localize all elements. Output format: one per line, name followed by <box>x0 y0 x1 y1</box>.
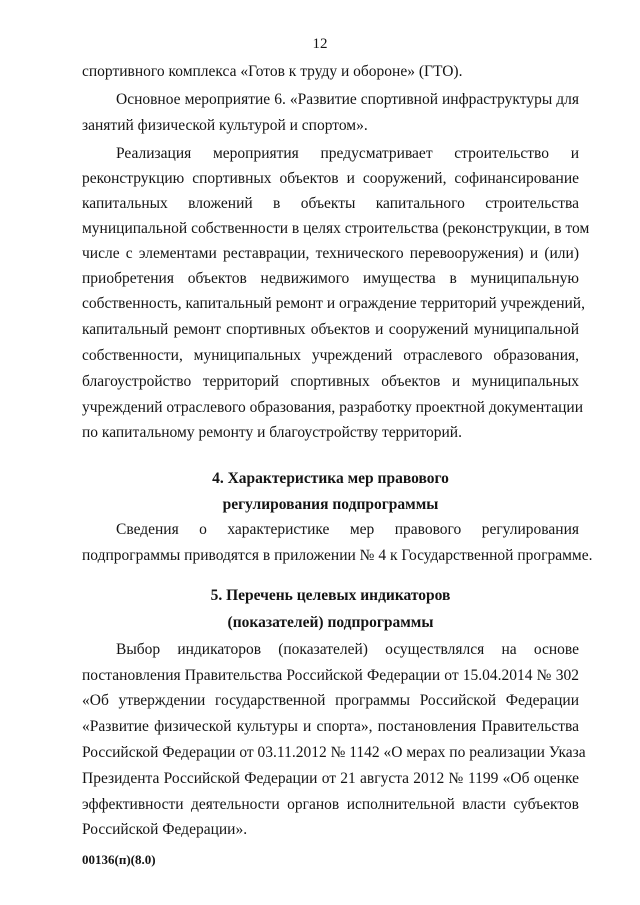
text-line: «Об утверждении государственной программы Российской Федерации <box>82 692 579 709</box>
text-line: «Развитие физической культуры и спорта», постановления Правительства <box>82 718 579 735</box>
text-line: муниципальной собственности в целях строительства (реконструкции, в том <box>82 220 590 237</box>
text-line: по капитальному ремонту и благоустройству территорий. <box>82 424 462 441</box>
text-line: Выбор индикаторов (показателей) осуществлялся на основе <box>116 641 579 658</box>
text-line: занятий физической культурой и спортом». <box>82 117 368 134</box>
text-line: Основное мероприятие 6. «Развитие спортивной инфраструктуры для <box>116 91 579 108</box>
text-line: Сведения о характеристике мер правового регулирования <box>116 521 579 538</box>
text-line: собственность, капитальный ремонт и ограждение территорий учреждений, <box>82 295 585 312</box>
text-line: Российской Федерации от 03.11.2012 № 1142 «О мерах по реализации Указа <box>82 744 586 761</box>
text-line: числе с элементами реставрации, технического перевооружения) и (или) <box>82 245 579 262</box>
text-line: подпрограммы приводятся в приложении № 4 к Государственной программе. <box>82 547 593 564</box>
text-line: Президента Российской Федерации от 21 августа 2012 № 1199 «Об оценке <box>82 770 579 787</box>
section-heading: 4. Характеристика мер правового <box>212 470 449 487</box>
text-line: эффективности деятельности органов исполнительной власти субъектов <box>82 796 579 813</box>
text-line: собственности, муниципальных учреждений отраслевого образования, <box>82 347 579 364</box>
section-heading: регулирования подпрограммы <box>222 496 439 513</box>
document-code: 00136(п)(8.0) <box>82 852 156 867</box>
text-line: благоустройство территорий спортивных объектов и муниципальных <box>82 373 579 390</box>
text-line: реконструкцию спортивных объектов и сооружений, софинансирование <box>82 170 579 187</box>
text-line: спортивного комплекса «Готов к труду и обороне» (ГТО). <box>82 63 463 80</box>
text-line: Реализация мероприятия предусматривает строительство и <box>116 145 579 162</box>
text-line: Российской Федерации». <box>82 821 248 838</box>
page-number: 12 <box>312 36 328 52</box>
text-line: постановления Правительства Российской Федерации от 15.04.2014 № 302 <box>82 667 579 684</box>
text-line: учреждений отраслевого образования, разработку проектной документации <box>82 399 584 416</box>
text-line: приобретения объектов недвижимого имущества в муниципальную <box>82 270 579 287</box>
text-line: капитальных вложений в объекты капитального строительства <box>82 195 579 212</box>
text-line: капитальный ремонт спортивных объектов и сооружений муниципальной <box>82 321 579 338</box>
section-heading: 5. Перечень целевых индикаторов <box>210 587 451 604</box>
section-heading: (показателей) подпрограммы <box>227 614 434 631</box>
